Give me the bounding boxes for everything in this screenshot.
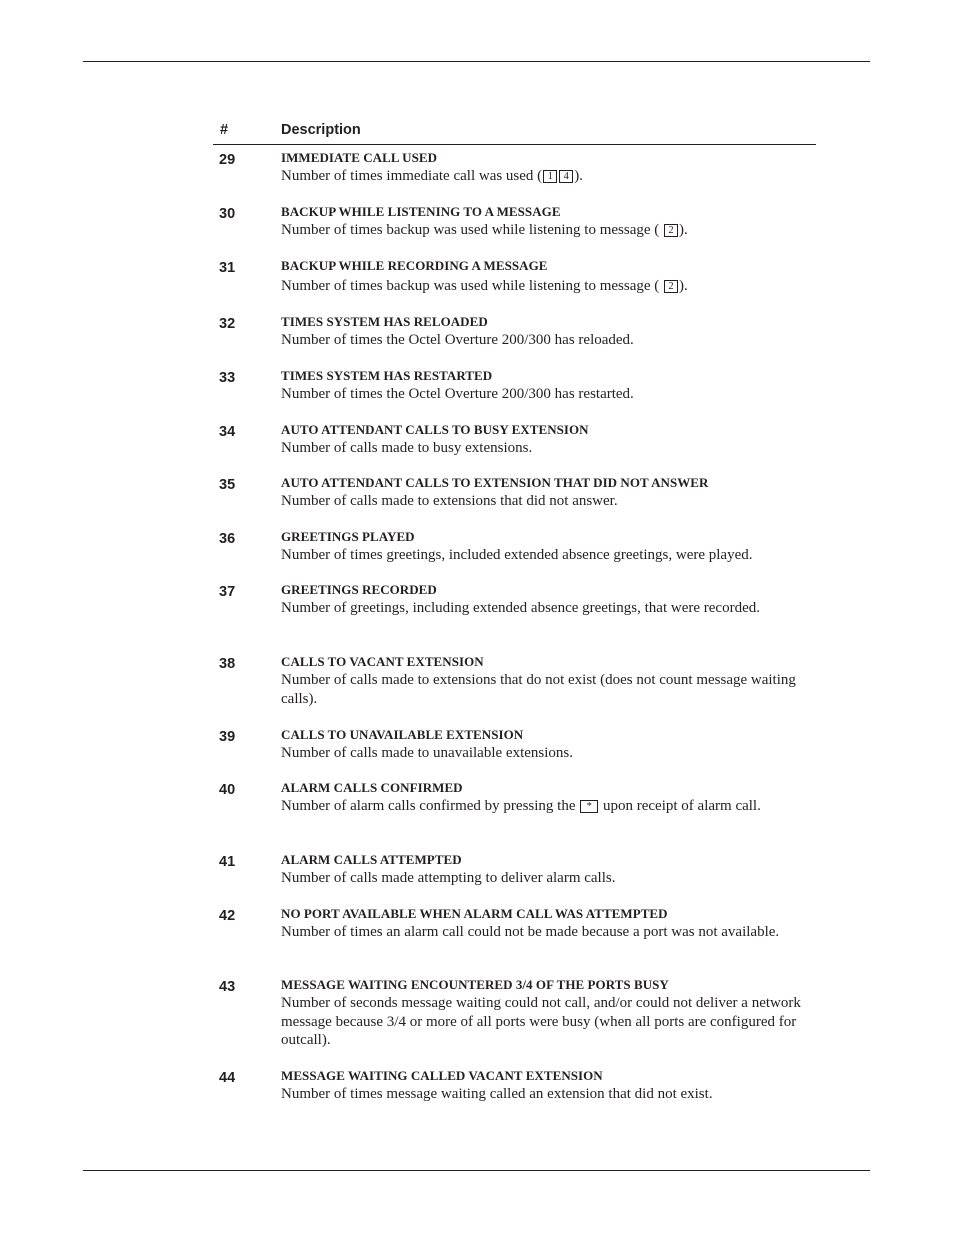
row-title: AUTO ATTENDANT CALLS TO EXTENSION THAT DID NOT ANSWER xyxy=(281,475,709,490)
row-title: IMMEDIATE CALL USED xyxy=(281,150,438,165)
row-title: AUTO ATTENDANT CALLS TO BUSY EXTENSION xyxy=(281,422,589,437)
row-number: 32 xyxy=(219,316,236,332)
top-rule xyxy=(83,61,870,62)
row-description: Number of times backup was used while listening to message ( 2 ). xyxy=(281,278,688,294)
row-description: Number of calls made attempting to deliver alarm calls. xyxy=(281,870,616,886)
row-number: 31 xyxy=(219,260,236,276)
column-header-number: # xyxy=(220,122,229,138)
key-icon: 4 xyxy=(559,170,573,183)
row-number: 40 xyxy=(219,782,236,798)
row-title: ALARM CALLS CONFIRMED xyxy=(281,780,463,795)
row-number: 35 xyxy=(219,477,236,493)
row-description: Number of times the Octel Overture 200/300 has restarted. xyxy=(281,386,634,402)
row-description: Number of times immediate call was used ( 1 4 ). xyxy=(281,168,583,184)
column-header-description: Description xyxy=(281,122,361,138)
row-title: GREETINGS RECORDED xyxy=(281,582,437,597)
row-title: BACKUP WHILE LISTENING TO A MESSAGE xyxy=(281,204,561,219)
row-number: 37 xyxy=(219,584,236,600)
table-header xyxy=(213,122,816,145)
bottom-rule xyxy=(83,1170,870,1171)
row-title: TIMES SYSTEM HAS RESTARTED xyxy=(281,368,493,383)
row-description: Number of calls made to extensions that do not exist (does not count message waiting calls). xyxy=(281,672,796,707)
row-number: 34 xyxy=(219,424,236,440)
row-description: Number of times backup was used while listening to message ( 2 ). xyxy=(281,222,688,238)
row-title: MESSAGE WAITING CALLED VACANT EXTENSION xyxy=(281,1068,603,1083)
row-number: 44 xyxy=(219,1070,236,1086)
row-description: Number of calls made to busy extensions. xyxy=(281,440,533,456)
row-description: Number of greetings, including extended absence greetings, that were recorded. xyxy=(281,600,760,616)
row-description: Number of alarm calls confirmed by pressing the * upon receipt of alarm call. xyxy=(281,798,761,814)
row-title: CALLS TO UNAVAILABLE EXTENSION xyxy=(281,727,524,742)
row-title: GREETINGS PLAYED xyxy=(281,529,415,544)
statistics-table xyxy=(213,122,816,1102)
row-title: TIMES SYSTEM HAS RELOADED xyxy=(281,314,488,329)
row-number: 41 xyxy=(219,854,236,870)
row-description: Number of times the Octel Overture 200/300 has reloaded. xyxy=(281,332,634,348)
row-description: Number of times greetings, included extended absence greetings, were played. xyxy=(281,547,753,563)
row-number: 39 xyxy=(219,729,236,745)
row-number: 38 xyxy=(219,656,236,672)
row-number: 43 xyxy=(219,979,236,995)
row-number: 42 xyxy=(219,908,236,924)
row-description: Number of calls made to unavailable extensions. xyxy=(281,745,573,761)
row-description: Number of seconds message waiting could not call, and/or could not deliver a network message because 3/4 or more of all ports were busy (when all ports are configured for outcall). xyxy=(281,995,801,1048)
row-title: MESSAGE WAITING ENCOUNTERED 3/4 OF THE PORTS BUSY xyxy=(281,977,669,992)
key-icon: 2 xyxy=(664,280,678,293)
row-description: Number of times an alarm call could not be made because a port was not available. xyxy=(281,924,780,940)
row-number: 36 xyxy=(219,531,236,547)
key-icon: 1 xyxy=(543,170,557,183)
row-description: Number of times message waiting called an extension that did not exist. xyxy=(281,1086,713,1102)
asterisk-key-icon: * xyxy=(580,800,598,813)
row-title: NO PORT AVAILABLE WHEN ALARM CALL WAS ATTEMPTED xyxy=(281,906,668,921)
row-number: 29 xyxy=(219,152,236,168)
row-number: 30 xyxy=(219,206,236,222)
row-number: 33 xyxy=(219,370,236,386)
row-title: ALARM CALLS ATTEMPTED xyxy=(281,852,462,867)
key-icon: 2 xyxy=(664,224,678,237)
row-description: Number of calls made to extensions that did not answer. xyxy=(281,493,618,509)
row-title: CALLS TO VACANT EXTENSION xyxy=(281,654,484,669)
row-title: BACKUP WHILE RECORDING A MESSAGE xyxy=(281,258,548,273)
